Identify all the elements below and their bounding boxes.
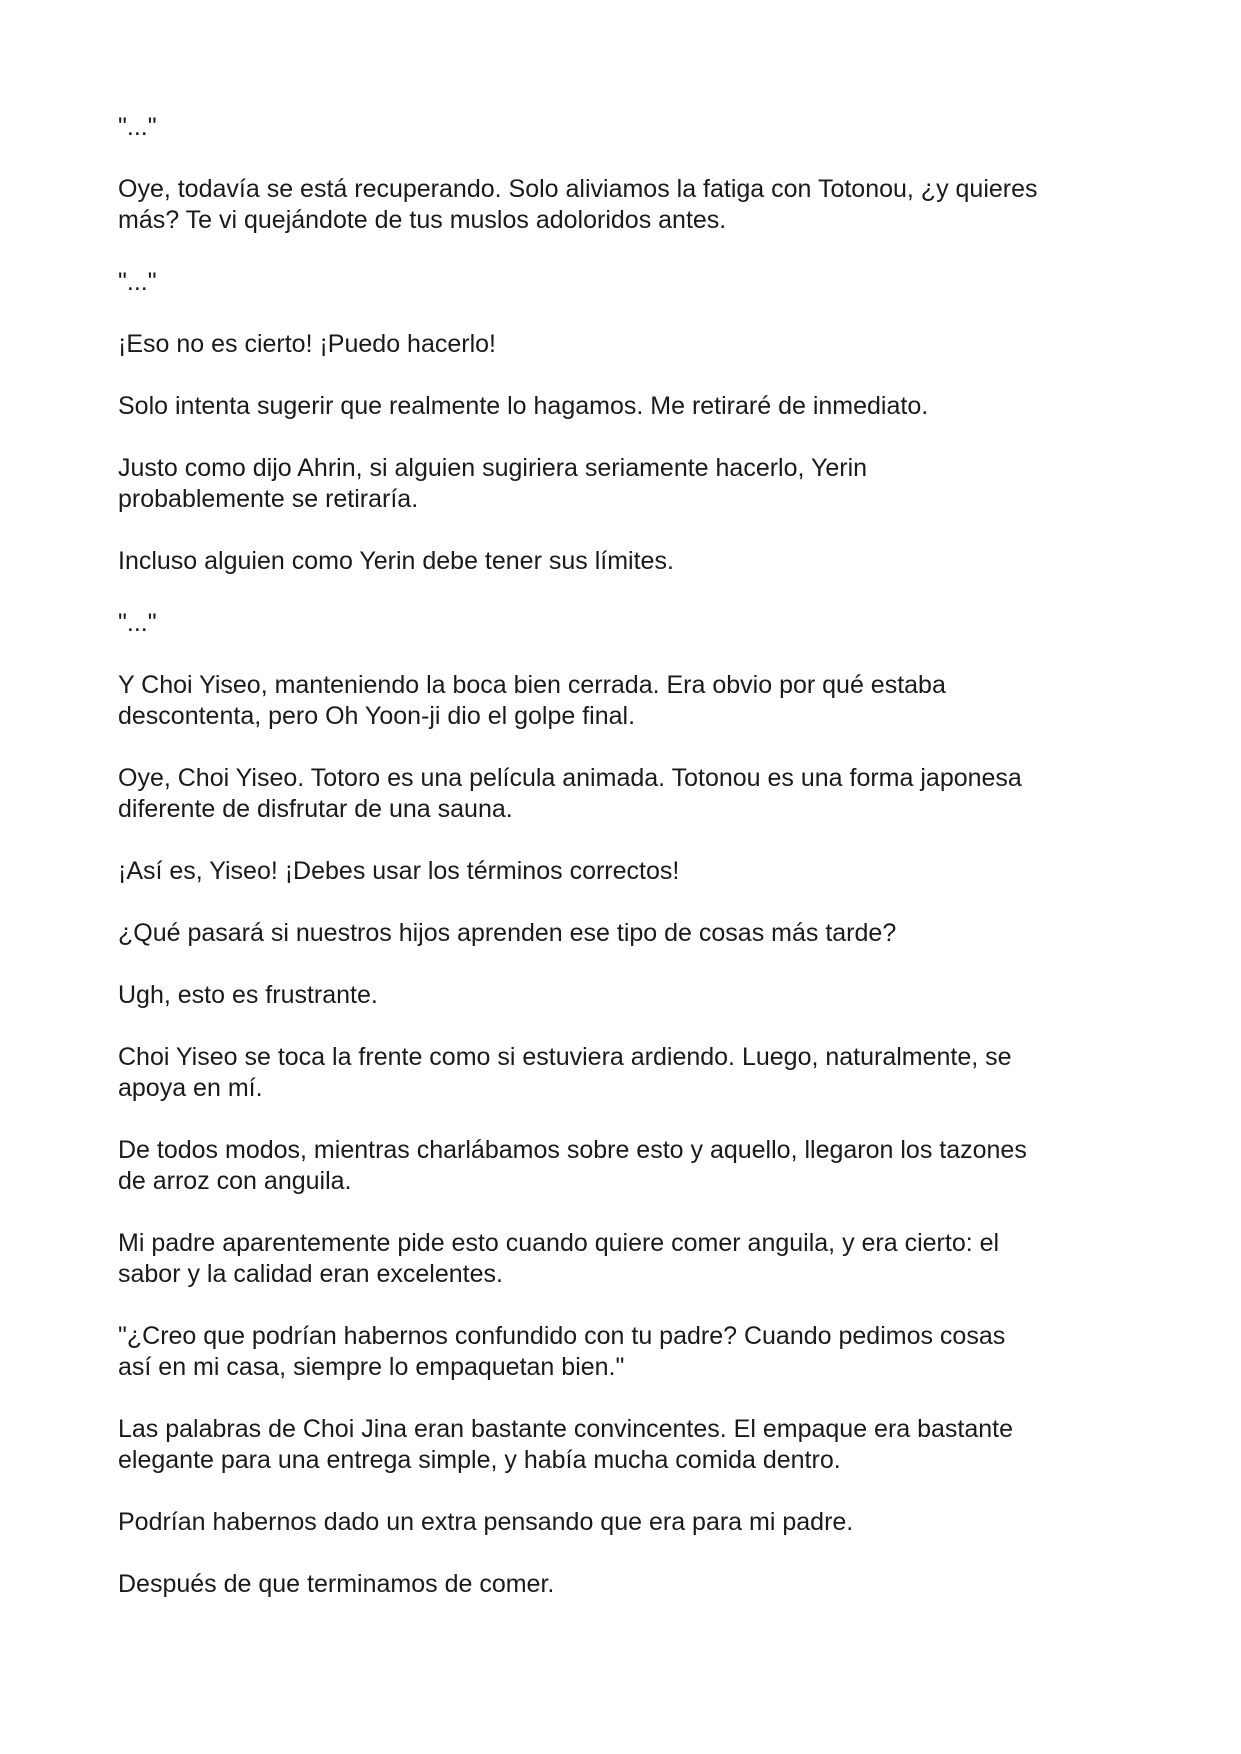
paragraph-ellipsis-2: "..." xyxy=(118,268,157,296)
paragraph-ahrin: Justo como dijo Ahrin, si alguien sugiriera seriamente hacerlo, Yerin probablemente se retiraría. xyxy=(118,454,868,513)
paragraph-extra: Podrían habernos dado un extra pensando que era para mi padre. xyxy=(118,1508,854,1536)
paragraph-eel-bowls: De todos modos, mientras charlábamos sobre esto y aquello, llegaron los tazones de arroz con anguila. xyxy=(118,1136,1027,1195)
paragraph-limits: Incluso alguien como Yerin debe tener sus límites. xyxy=(118,547,674,575)
paragraph-totoro: Oye, Choi Yiseo. Totoro es una película animada. Totonou es una forma japonesa diferente de disfrutar de una sauna. xyxy=(118,764,1022,823)
paragraph-ellipsis-1: "..." xyxy=(118,113,157,141)
paragraph-children: ¿Qué pasará si nuestros hijos aprenden ese tipo de cosas más tarde? xyxy=(118,919,897,947)
paragraph-confused: "¿Creo que podrían habernos confundido con tu padre? Cuando pedimos cosas así en mi casa, siempre lo empaquetan bien." xyxy=(118,1322,1006,1381)
paragraph-ellipsis-3: "..." xyxy=(118,609,157,637)
paragraph-not-true: ¡Eso no es cierto! ¡Puedo hacerlo! xyxy=(118,330,496,358)
document-body xyxy=(118,112,1133,1631)
paragraph-forehead: Choi Yiseo se toca la frente como si estuviera ardiendo. Luego, naturalmente, se apoya en mí. xyxy=(118,1043,1012,1102)
paragraph-after-eating: Después de que terminamos de comer. xyxy=(118,1570,555,1598)
paragraph-father-orders: Mi padre aparentemente pide esto cuando quiere comer anguila, y era cierto: el sabor y la calidad eran excelentes. xyxy=(118,1229,1000,1288)
paragraph-choi-jina: Las palabras de Choi Jina eran bastante convincentes. El empaque era bastante elegante para una entrega simple, y había mucha comida dentro. xyxy=(118,1415,1014,1474)
paragraph-suggest: Solo intenta sugerir que realmente lo hagamos. Me retiraré de inmediato. xyxy=(118,392,929,420)
paragraph-yiseo-mouth: Y Choi Yiseo, manteniendo la boca bien cerrada. Era obvio por qué estaba descontenta, pero Oh Yoon-ji dio el golpe final. xyxy=(118,671,946,730)
paragraph-recovering: Oye, todavía se está recuperando. Solo aliviamos la fatiga con Totonou, ¿y quieres más? Te vi quejándote de tus muslos adoloridos antes. xyxy=(118,175,1038,234)
paragraph-frustrating: Ugh, esto es frustrante. xyxy=(118,981,378,1009)
paragraph-correct-terms: ¡Así es, Yiseo! ¡Debes usar los términos correctos! xyxy=(118,857,680,885)
